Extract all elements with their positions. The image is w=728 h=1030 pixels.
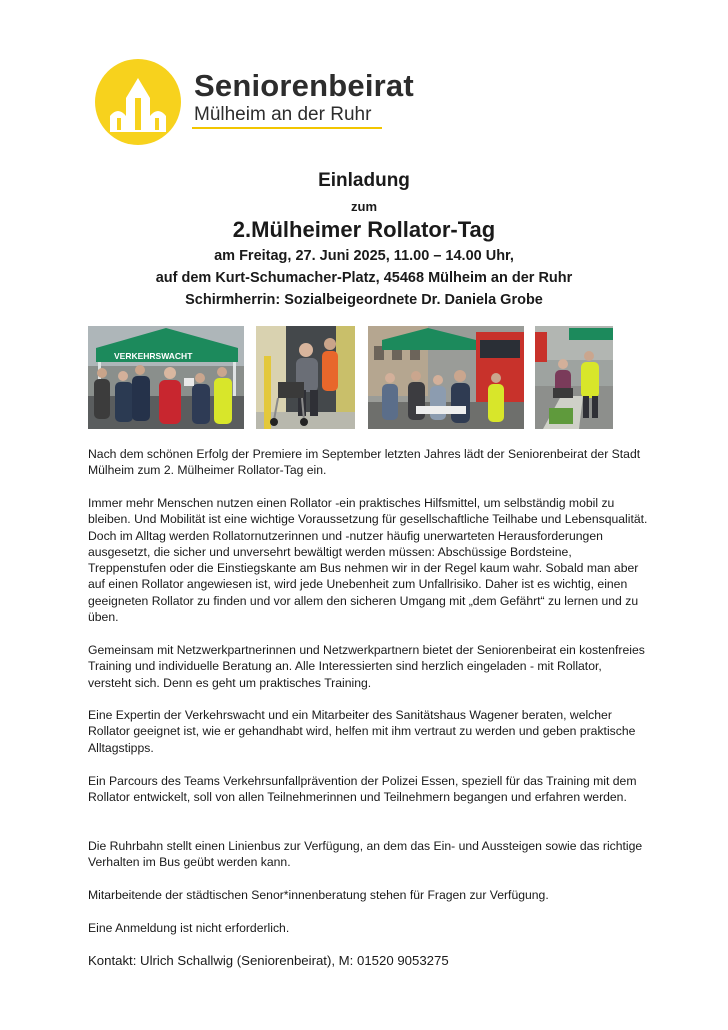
place-line: auf dem Kurt-Schumacher-Platz, 45468 Mülheim an der Ruhr (155, 270, 573, 286)
paragraph-registration: Eine Anmeldung ist nicht erforderlich. (88, 921, 290, 935)
paragraph-mobility: Immer mehr Menschen nutzen einen Rollator -ein praktisches Hilfsmittel, um selbständig mobil zu bleiben. Und Mobilität ist eine wichtige Voraussetzung für gesellschaftliche Teilhabe und Lebensqualität. Doch im Alltag werden Rollatornutzerinnen und -nutzer häufig unerwarteten Herausforderungen ausgesetzt, die sicher und unversehrt bewältigt werden müssen: Abschüssige Bordsteine, Treppenstufen oder die Einstiegskante am Bus nehmen wir in der Regel kaum wahr. Sobald man aber auf einen Rollator angewiesen ist, wird jede Unebenheit zum Unfallrisiko. Daher ist es wichtig, einen geeigneten Rollator zu finden und vor allem den sicheren Umgang mit „dem Gefährt“ zu lernen und zu üben. (88, 496, 648, 625)
photo-verkehrswacht-tent (88, 326, 244, 429)
paragraph-experts: Eine Expertin der Verkehrswacht und ein Mitarbeiter des Sanitätshaus Wagener beraten, welcher Rollator geeignet ist, wie er gehandhabt wird, helfen mit ihm vertraut zu werden und geben praktische Alltagstipps. (88, 708, 636, 755)
invitation-heading: Einladung (318, 170, 410, 191)
paragraph-ruhrbahn: Die Ruhrbahn stellt einen Linienbus zur Verfügung, an dem das Ein- und Aussteigen sowie das richtige Verhalten im Bus geübt werden kann. (88, 839, 643, 870)
photo-crowd-bus (368, 326, 524, 429)
paragraph-parcours: Ein Parcours des Teams Verkehrsunfallprävention der Polizei Essen, speziell für das Training mit dem Rollator entwickelt, soll von allen Teilnehmerinnen und Teilnehmern begangen und erfahren werden. (88, 774, 637, 805)
logo (88, 52, 428, 152)
contact-line: Kontakt: Ulrich Schallwig (Seniorenbeirat), M: 01520 9053275 (88, 953, 449, 968)
paragraph-training: Gemeinsam mit Netzwerkpartnerinnen und Netzwerkpartnern bietet der Seniorenbeirat ein kostenfreies Training und individuelle Beratung an. Alle Interessierten sind herzlich eingeladen - mit Rollator, versteht sich. Denn es geht um praktisches Training. (88, 643, 645, 690)
photo-parcours (535, 326, 613, 429)
logo-title: Seniorenbeirat (194, 68, 414, 103)
logo-underline (192, 127, 382, 129)
photo-bus-boarding (256, 326, 355, 429)
tent-banner: VERKEHRSWACHT (114, 351, 193, 361)
event-title: 2.Mülheimer Rollator-Tag (232, 217, 496, 242)
paragraph-intro: Nach dem schönen Erfolg der Premiere im September letzten Jahres lädt der Seniorenbeirat der Stadt Mülheim zum 2. Mülheimer Rollator-Tag ein. (88, 447, 641, 478)
date-line: am Freitag, 27. Juni 2025, 11.00 – 14.00 Uhr, (214, 248, 514, 264)
logo-subtitle: Mülheim an der Ruhr (194, 104, 372, 125)
zum-line: zum (351, 199, 377, 214)
paragraph-seniorenberatung: Mitarbeitende der städtischen Senor*innenberatung stehen für Fragen zur Verfügung. (88, 888, 549, 902)
sun-skyline-icon (88, 52, 188, 152)
patron-line: Schirmherrin: Sozialbeigeordnete Dr. Daniela Grobe (185, 292, 543, 308)
